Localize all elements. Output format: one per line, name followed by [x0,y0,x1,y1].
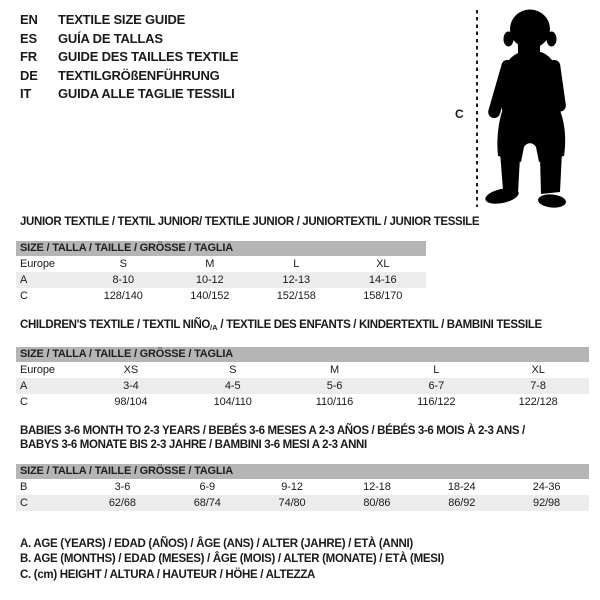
table-row [16,479,589,495]
baby-silhouette-icon [478,6,600,210]
size-value: 68/74 [165,495,250,511]
footnote-line: C. (cm) HEIGHT / ALTURA / HAUTEUR / HÖHE / ALTEZZA [20,568,316,581]
size-value: 80/86 [334,495,419,511]
section-title [16,424,589,452]
size-value: 14-16 [340,272,427,288]
language-list [20,11,238,104]
section-babies-textile [16,424,589,511]
size-header-bar: SIZE / TALLA / TAILLE / GRÖSSE / TAGLIA [16,241,426,256]
size-value: M [205,258,215,270]
baby-silhouette-shape [484,10,567,209]
size-value: 104/110 [213,396,252,408]
section-title-line [20,318,589,335]
table-row [16,362,589,378]
language-label: GUIDE DES TAILLES TEXTILE [58,49,239,65]
size-value: L [293,258,300,270]
language-code: IT [20,86,32,102]
section-title-line: JUNIOR TEXTILE / TEXTIL JUNIOR/ TEXTILE JUNIOR / JUNIORTEXTIL / JUNIOR TESSILE [20,216,480,228]
row-label: C [20,290,28,302]
table-row [16,288,426,304]
size-value: 12-13 [253,272,340,288]
size-value: 9-12 [281,481,303,493]
language-row [20,48,238,67]
measure-c-label: C [455,107,464,121]
size-value: 4-5 [182,378,284,394]
language-code: DE [20,67,38,83]
size-value: 7-8 [487,378,589,394]
language-row [20,30,238,49]
size-value: 10-12 [167,272,254,288]
size-value: S [119,258,127,270]
size-value: 6-9 [199,481,216,493]
row-label: B [20,481,28,493]
size-value: 110/116 [315,396,354,408]
size-value: L [433,364,440,376]
size-table [16,256,426,304]
size-value: 92/98 [504,495,589,511]
size-value: 6-7 [385,378,487,394]
language-code: ES [20,30,37,46]
footnotes [20,537,444,583]
size-header-bar: SIZE / TALLA / TAILLE / GRÖSSE / TAGLIA [16,464,589,479]
language-code: EN [20,12,38,27]
size-value: 8-10 [80,272,167,288]
size-value: 152/158 [276,290,316,302]
table-row [16,272,426,288]
row-label: A [16,378,80,394]
size-table [16,479,589,511]
language-label: TEXTILGRÖßENFÜHRUNG [58,67,220,83]
section-title [16,318,589,335]
language-label: TEXTILE SIZE GUIDE [58,12,186,27]
size-value: 12-18 [363,481,391,493]
size-value: XL [531,364,545,376]
row-label: Europe [20,258,55,270]
table-row [16,256,426,272]
language-row [20,11,238,30]
table-row [16,394,589,410]
table-row [16,495,589,511]
size-value: 122/128 [518,396,558,408]
size-header-bar: SIZE / TALLA / TAILLE / GRÖSSE / TAGLIA [16,347,589,362]
row-label: Europe [20,364,55,376]
size-value: XL [376,258,390,270]
title-segment: CHILDREN'S TEXTILE / TEXTIL NIÑO [20,319,211,331]
language-code: FR [20,49,37,65]
size-value: 116/122 [417,396,456,408]
table-row [16,378,589,394]
size-value: 128/140 [103,290,143,302]
size-value: 3-4 [80,378,182,394]
section-title-line: BABIES 3-6 MONTH TO 2-3 YEARS / BEBÉS 3-6 MESES A 2-3 AÑOS / BÉBÉS 3-6 MOIS À 2-3 ANS / [20,425,525,437]
footnote-line: A. AGE (YEARS) / EDAD (AÑOS) / ÂGE (ANS) / ALTER (JAHRE) / ETÀ (ANNI) [20,538,413,550]
size-value: 158/170 [363,290,403,302]
row-label: C [16,495,80,511]
section-title [16,215,480,229]
size-value: 3-6 [114,481,131,493]
size-value: S [229,364,237,376]
size-table [16,362,589,410]
size-value: 98/104 [114,396,148,408]
section-title-line: BABYS 3-6 MONATE BIS 2-3 JAHRE / BAMBINI 3-6 MESI A 2-3 ANNI [20,439,367,451]
size-value: 86/92 [419,495,504,511]
size-value: 62/68 [80,495,165,511]
language-label: GUÍA DE TALLAS [58,30,163,46]
title-segment: / TEXTILE DES ENFANTS / KINDERTEXTIL / BAMBINI TESSILE [217,319,542,331]
size-value: 24-36 [532,481,561,493]
language-label: GUIDA ALLE TAGLIE TESSILI [58,86,235,102]
size-value: 18-24 [447,481,476,493]
size-value: 74/80 [250,495,335,511]
size-value: XS [123,364,139,376]
section-junior-textile [16,215,480,304]
size-value: 140/152 [190,290,230,302]
row-label: A [16,272,80,288]
footnote-line: B. AGE (MONTHS) / EDAD (MESES) / ÂGE (MOIS) / ALTER (MONATE) / ETÀ (MESI) [20,553,445,566]
section-children-textile [16,318,589,410]
language-row [20,67,238,86]
size-value: M [329,364,340,376]
language-row [20,85,238,104]
title-segment: /A [210,323,218,332]
size-value: 5-6 [284,378,386,394]
row-label: C [20,396,28,408]
